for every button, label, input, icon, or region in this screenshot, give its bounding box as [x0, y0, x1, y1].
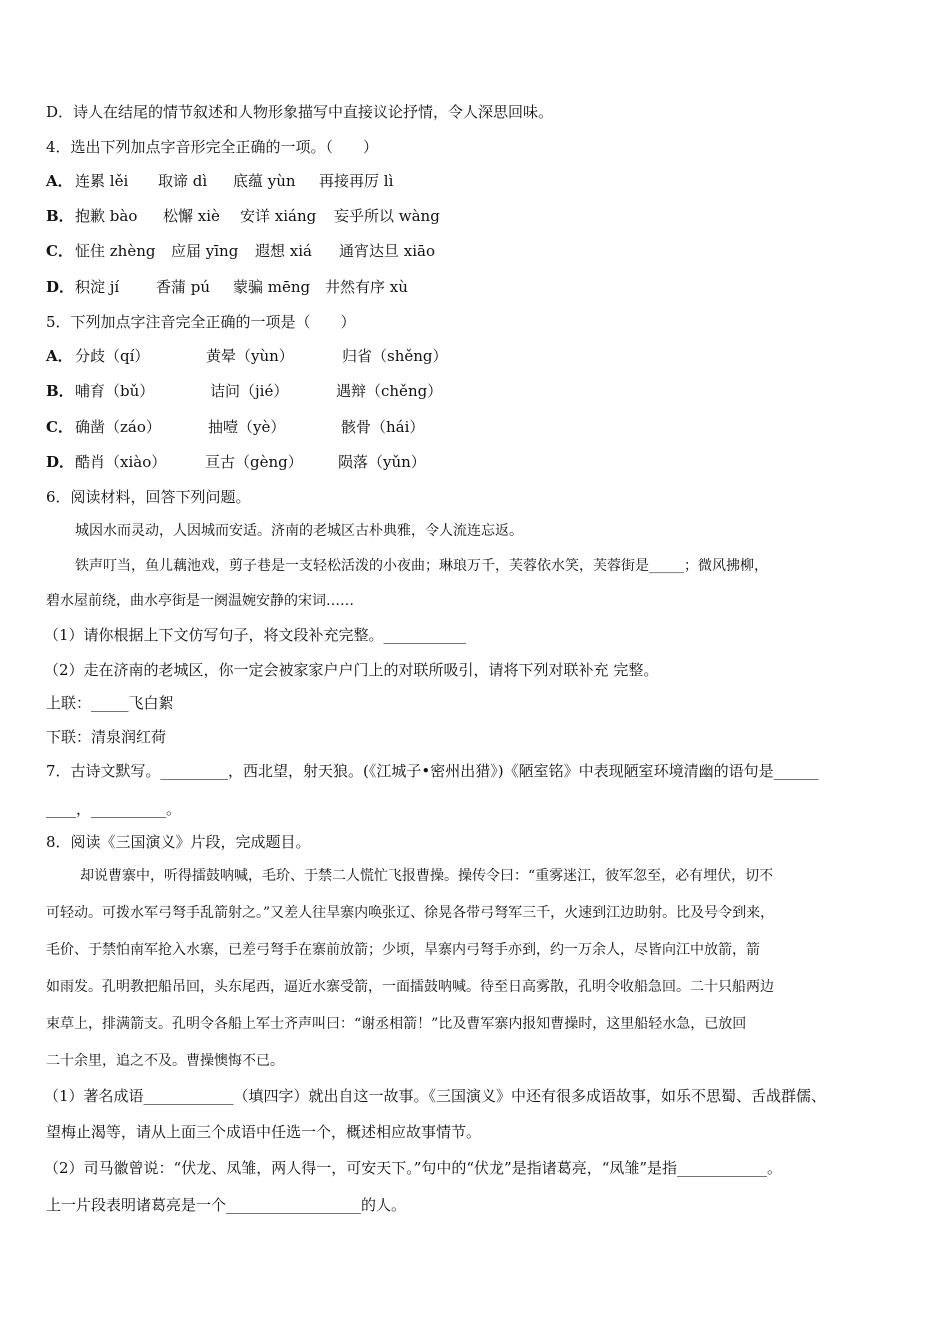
option-item: 蒙骗 mēng	[233, 278, 311, 296]
option-item: 遇辩（chěng）	[336, 382, 443, 400]
option-item: 妄乎所以 wàng	[334, 207, 440, 225]
option-item: 怔住 zhèng	[75, 242, 156, 260]
q8-stem: 8．阅读《三国演义》片段，完成题目。	[46, 833, 311, 851]
option-item: 通宵达旦 xiāo	[339, 242, 435, 260]
q8-passage-line: 却说曹寨中，听得擂鼓呐喊，毛玠、于禁二人慌忙飞报曹操。操传令曰：“重雾迷江，彼军忽至，必有埋伏，切不	[80, 868, 774, 884]
q6-sub2: （2）走在济南的老城区，你一定会被家家户户门上的对联所吸引，请将下列对联补充 完整。	[44, 661, 659, 679]
q8-passage-line: 二十余里，追之不及。曹操懊悔不已。	[46, 1053, 284, 1069]
q6-passage-line: 铁声叮当，鱼儿藕池戏，剪子巷是一支轻松活泼的小夜曲；琳琅万千，芙蓉依水笑，芙蓉街是_____；微风拂柳，	[75, 558, 768, 574]
option-item: 黄晕（yùn）	[206, 347, 294, 365]
option-item: 酷肖（xiào）	[75, 453, 167, 471]
couplet-lower: 下联：清泉润红荷	[46, 728, 167, 746]
q6-stem: 6．阅读材料，回答下列问题。	[46, 488, 251, 506]
option-item: 分歧（qí）	[75, 347, 150, 365]
option-item: 井然有序 xù	[325, 278, 408, 296]
option-item: 诘问（jié）	[210, 382, 289, 400]
option-item: 积淀 jí	[75, 278, 120, 296]
option-item: 亘古（gèng）	[205, 453, 303, 471]
q8-passage-line: 毛价、于禁怕南军抢入水寨，已差弓弩手在寨前放箭；少顷，旱寨内弓弩手亦到，约一万余人，尽皆向江中放箭，箭	[46, 942, 760, 958]
option-label: B．	[46, 207, 74, 225]
option-label: D．	[46, 453, 75, 471]
option-item: 底蕴 yùn	[233, 172, 296, 190]
option-label: C．	[46, 242, 73, 260]
option-label: D．	[46, 278, 75, 296]
option-item: 香蒲 pú	[156, 278, 211, 296]
q7-line: 7．古诗文默写。_________，西北望，射天狼。(《江城子•密州出猎》)《陋室铭》中表现陋室环境清幽的语句是______	[46, 762, 819, 780]
q8-passage-line: 如雨发。孔明教把船吊回，头东尾西，逼近水寨受箭，一面擂鼓呐喊。待至日高雾散，孔明令收船急回。二十只船两边	[46, 979, 774, 995]
q6-passage-line: 碧水屋前绕，曲水亭街是一阕温婉安静的宋词……	[46, 593, 354, 609]
option-item: 骸骨（hái）	[341, 418, 425, 436]
option-label: B．	[46, 382, 74, 400]
q6-sub1: （1）请你根据上下文仿写句子，将文段补充完整。___________	[44, 626, 467, 644]
option-item: 遐想 xiá	[255, 242, 312, 260]
option-label: A．	[46, 172, 73, 190]
couplet-upper: 上联：_____飞白絮	[46, 694, 174, 712]
option-item: 抱歉 bào	[75, 207, 138, 225]
option-item: 连累 lěi	[75, 172, 129, 190]
q6-passage-line: 城因水而灵动，人因城而安适。济南的老城区古朴典雅，令人流连忘返。	[75, 523, 523, 539]
option-item: 取谛 dì	[158, 172, 208, 190]
q8-sub1-cont: 望梅止渴等，请从上面三个成语中任选一个，概述相应故事情节。	[46, 1123, 482, 1141]
q8-sub1: （1）著名成语____________（填四字）就出自这一故事。《三国演义》中还有很多成语故事，如乐不思蜀、舌战群儒、	[44, 1087, 827, 1105]
q8-sub2-cont: 上一片段表明诸葛亮是一个__________________的人。	[46, 1196, 407, 1214]
option-item: 安详 xiáng	[240, 207, 317, 225]
option-label: A．	[46, 347, 73, 365]
q8-passage-line: 可轻动。可拨水军弓弩手乱箭射之。”又差人往旱寨内唤张辽、徐晃各带弓弩军三千，火速到江边助射。比及号令到来，	[46, 905, 775, 921]
q7-line: ____，__________。	[46, 800, 182, 818]
option-item: 抽噎（yè）	[208, 418, 286, 436]
option-item: 应届 yīng	[171, 242, 239, 260]
option-label: C．	[46, 418, 73, 436]
option-item: 归省（shěng）	[342, 347, 448, 365]
q5-stem: 5．下列加点字注音完全正确的一项是（ ）	[46, 313, 356, 331]
q8-passage-line: 束草上，排满箭支。孔明令各船上军士齐声叫曰：“谢丞相箭！”比及曹军寨内报知曹操时，这里船轻水急，已放回	[46, 1016, 747, 1032]
option-item: 哺育（bǔ）	[75, 382, 155, 400]
q4-stem: 4．选出下列加点字音形完全正确的一项。（ ）	[46, 138, 379, 156]
option-item: 陨落（yǔn）	[338, 453, 426, 471]
q8-sub2: （2）司马徽曾说：“伏龙、凤雏，两人得一，可安天下。”句中的“伏龙”是指诸葛亮，“凤雏”是指____________。	[44, 1159, 783, 1177]
q3-option-d: D．诗人在结尾的情节叙述和人物形象描写中直接议论抒情，令人深思回味。	[46, 103, 554, 121]
option-item: 确凿（záo）	[75, 418, 161, 436]
option-item: 再接再厉 lì	[319, 172, 394, 190]
option-item: 松懈 xiè	[163, 207, 220, 225]
